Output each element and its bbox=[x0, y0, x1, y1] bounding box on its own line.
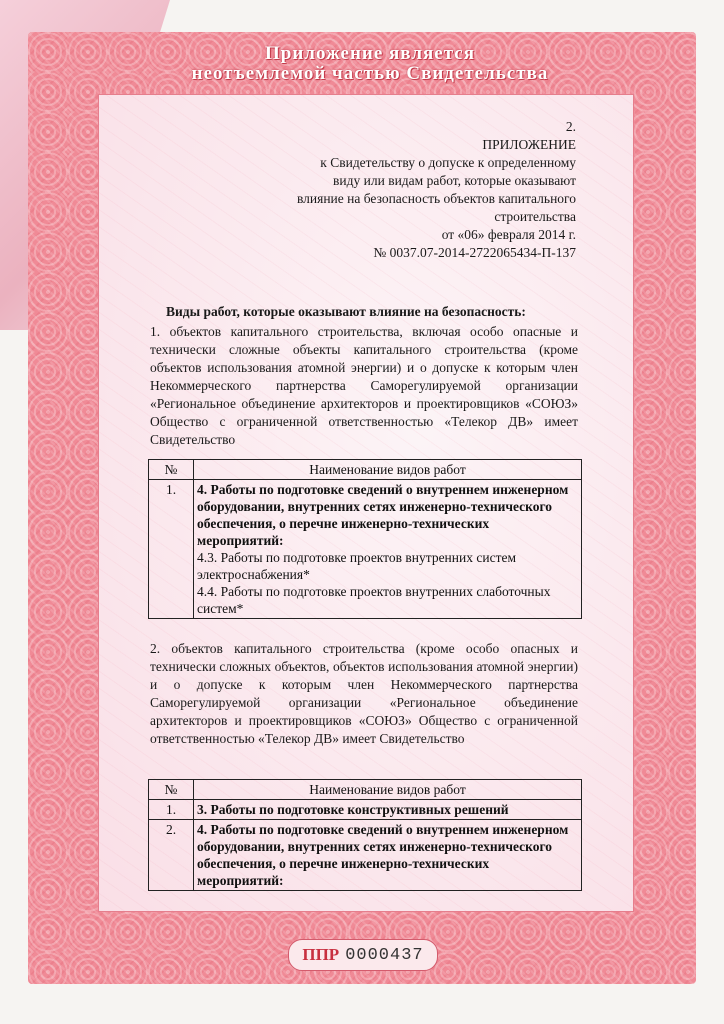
header-line-2: виду или видам работ, которые оказывают bbox=[333, 173, 576, 188]
serial-number: 0000437 bbox=[345, 945, 424, 965]
header-date: от «06» февраля 2014 г. bbox=[441, 227, 576, 242]
section-heading: Виды работ, которые оказывают влияние на безопасность: bbox=[166, 304, 526, 319]
serial-number-badge bbox=[288, 939, 438, 971]
row-number: 1. bbox=[149, 480, 194, 619]
work-item: 4.3. Работы по подготовке проектов внутренних систем электроснабжения* bbox=[197, 550, 517, 582]
page-number: 2. bbox=[565, 119, 576, 134]
section-2-text: 2. объектов капитального строительства (кроме особо опасных и технически сложных объектов, объектов использования атомной энергии) и о допуске к которым член Некоммерческого партнерства Саморегулируемой организации «Региональное объединение архитекторов и проектировщиков «СОЮЗ» Общество с ограниченной ответственностью «Телекор ДВ» имеет Свидетельство bbox=[150, 641, 578, 746]
banner-line-2: неотъемлемой частью Свидетельства bbox=[191, 63, 549, 84]
header-number: № 0037.07-2014-2722065434-П-137 bbox=[373, 245, 576, 260]
col-name-header: Наименование видов работ bbox=[194, 460, 582, 480]
row-number: 2. bbox=[149, 820, 194, 891]
table-header-row bbox=[149, 460, 582, 480]
table-row bbox=[149, 800, 582, 820]
banner bbox=[150, 44, 590, 84]
section-1-text: 1. объектов капитального строительства, включая особо опасные и технически сложные объекты капитального строительства (кроме объектов использования атомной энергии) и о допуске к которым член Некоммерческого партнерства Саморегулируемой организации «Региональное объединение архитекторов и проектировщиков «СОЮЗ» Общество с ограниченной ответственностью «Телекор ДВ» имеет Свидетельство bbox=[150, 324, 578, 447]
table-row bbox=[149, 480, 582, 619]
col-name-header: Наименование видов работ bbox=[194, 780, 582, 800]
serial-prefix: ППР bbox=[302, 945, 340, 964]
appendix-header bbox=[260, 118, 576, 262]
row-content bbox=[194, 480, 582, 619]
row-number: 1. bbox=[149, 800, 194, 820]
works-table-1 bbox=[148, 459, 582, 619]
row-content: 4. Работы по подготовке сведений о внутреннем инженерном оборудовании, внутренних сетях инженерно-технического обеспечения, о перечне инженерно-технических мероприятий: bbox=[194, 820, 582, 891]
col-number-header: № bbox=[149, 460, 194, 480]
works-table-2 bbox=[148, 779, 582, 891]
header-line-4: строительства bbox=[494, 209, 576, 224]
col-number-header: № bbox=[149, 780, 194, 800]
table-row bbox=[149, 820, 582, 891]
table-header-row bbox=[149, 780, 582, 800]
banner-line-1: Приложение является bbox=[265, 43, 475, 64]
header-line-1: к Свидетельству о допуске к определенному bbox=[320, 155, 576, 170]
header-line-3: влияние на безопасность объектов капитального bbox=[296, 191, 576, 206]
work-type-bold: 4. Работы по подготовке сведений о внутреннем инженерном оборудовании, внутренних сетях инженерно-технического обеспечения, о перечне инженерно-технических мероприятий: bbox=[197, 482, 569, 548]
row-content: 3. Работы по подготовке конструктивных решений bbox=[194, 800, 582, 820]
work-item: 4.4. Работы по подготовке проектов внутренних слаботочных систем* bbox=[197, 584, 551, 616]
appendix-title: ПРИЛОЖЕНИЕ bbox=[482, 137, 576, 152]
